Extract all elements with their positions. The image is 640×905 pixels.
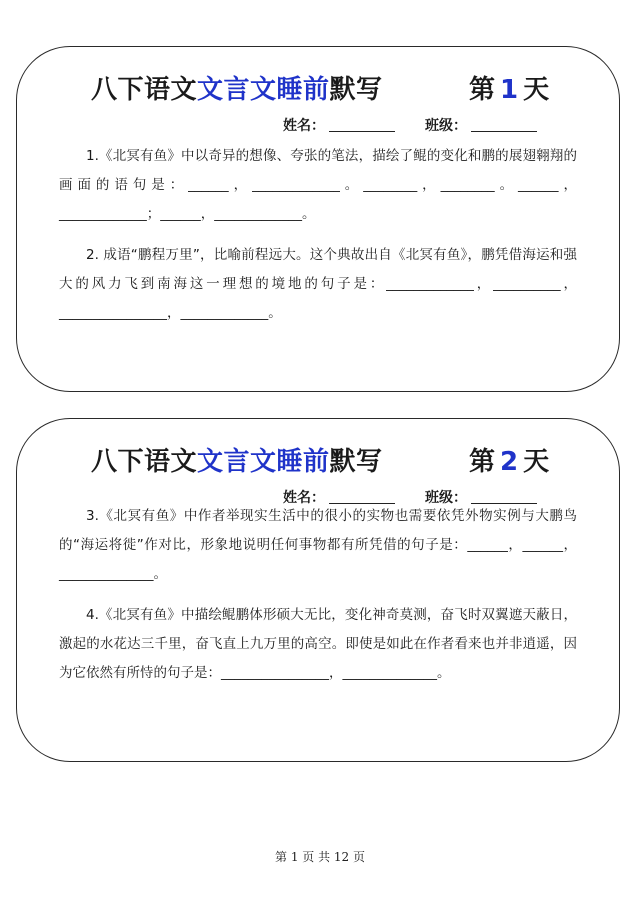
question-3: 3.《北冥有鱼》中作者举现实生活中的很小的实物也需要依凭外物实例与大鹏鸟的“海运将徙”作对比，形象地说明任何事物都有所凭借的句子是：______，______，______________。 [59,508,577,582]
title-highlight: 文言文睡前 [197,75,330,105]
worksheet-card-day-1 [16,46,620,392]
page-footer: 第 1 页 共 12 页 [275,850,365,864]
card-title [91,441,383,478]
title-suffix: 默写 [329,447,383,477]
question-1: 1.《北冥有鱼》中以奇异的想像、夸张的笔法，描绘了鲲的变化和鹏的展翅翱翔的画面的语句是：______，_____________。________，________。______，_____________；______，_____________。 [59,148,577,222]
card-header [17,441,619,481]
title-prefix: 八下语文 [91,447,198,477]
worksheet-card-day-2 [16,418,620,762]
title-highlight: 文言文睡前 [197,447,330,477]
question-2: 2. 成语“鹏程万里”，比喻前程远大。这个典故出自《北冥有鱼》，鹏凭借海运和强大的风力飞到南海这一理想的境地的句子是：_____________，__________，________________，_____________。 [59,247,577,321]
name-label: 姓名： [283,490,325,506]
day-label [469,69,549,106]
class-blank[interactable] [471,117,537,132]
day-prefix: 第 [469,75,496,105]
student-info-row [283,115,537,135]
title-suffix: 默写 [329,75,383,105]
card-title [91,69,383,106]
day-suffix: 天 [523,447,550,477]
card-header [17,69,619,109]
name-blank[interactable] [329,117,395,132]
title-prefix: 八下语文 [91,75,198,105]
day-label [469,441,549,478]
class-label: 班级： [425,490,467,506]
name-label: 姓名： [283,118,325,134]
class-label: 班级： [425,118,467,134]
day-number: 1 [500,75,519,105]
question-4: 4.《北冥有鱼》中描绘鲲鹏体形硕大无比，变化神奇莫测，奋飞时双翼遮天蔽日，激起的水花达三千里，奋飞直上九万里的高空。即使是如此在作者看来也并非逍遥，因为它依然有所恃的句子是：________________，______________。 [59,607,577,681]
day-suffix: 天 [523,75,550,105]
day-number: 2 [500,447,519,477]
day-prefix: 第 [469,447,496,477]
